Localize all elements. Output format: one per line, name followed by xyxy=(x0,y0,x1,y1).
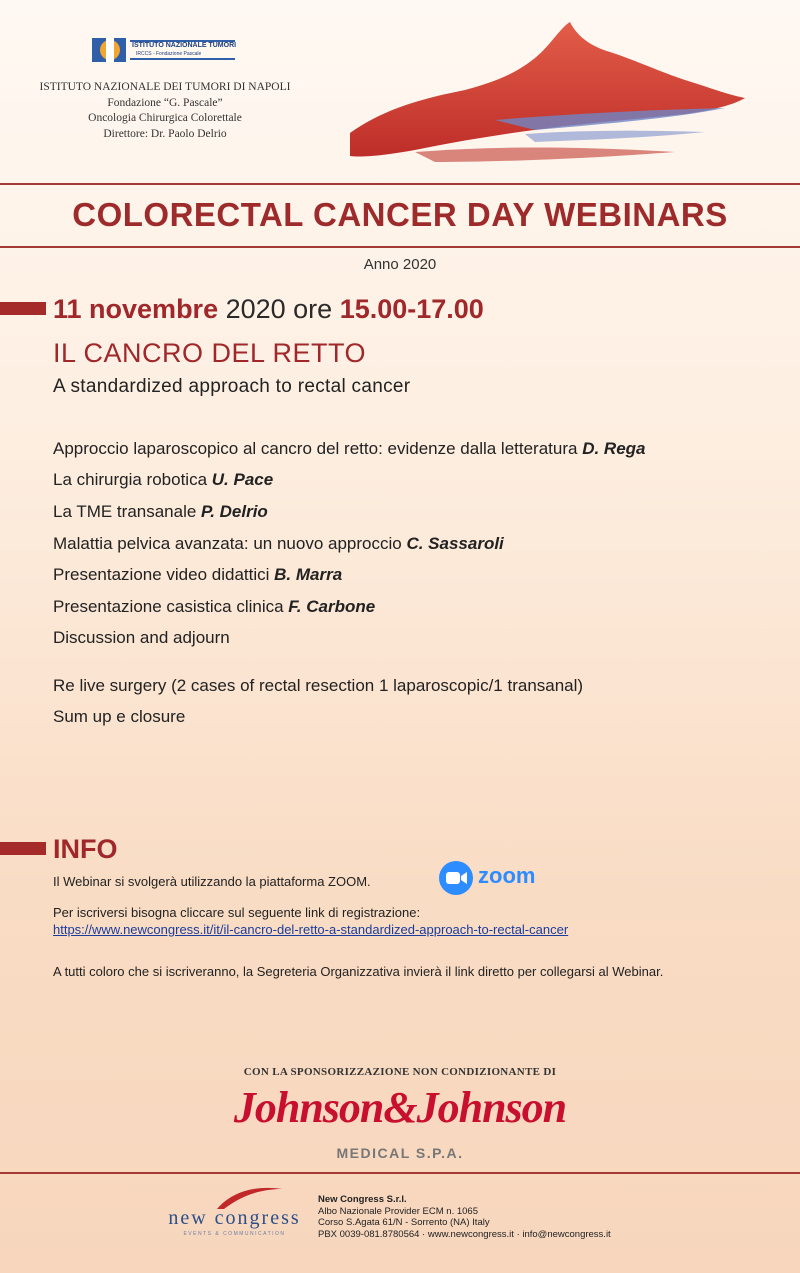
program-speaker: B. Marra xyxy=(274,565,343,584)
brush-stroke-illustration xyxy=(345,18,755,168)
notice-text: A tutti coloro che si iscriveranno, la Segreteria Organizzativa invierà il link diretto per collegarsi al Webinar. xyxy=(53,964,664,979)
footer-line: Albo Nazionale Provider ECM n. 1065 xyxy=(318,1205,479,1217)
program-item xyxy=(53,597,375,617)
new-congress-tag: EVENTS & COMMUNICATION xyxy=(183,1231,286,1237)
new-congress-logo xyxy=(162,1183,307,1239)
institute-line: ISTITUTO NAZIONALE DEI TUMORI DI NAPOLI xyxy=(39,81,291,93)
program-speaker: U. Pace xyxy=(211,470,274,489)
program-item xyxy=(53,707,185,727)
event-subject: IL CANCRO DEL RETTO xyxy=(53,338,367,368)
register-text: Per iscriversi bisogna cliccare sul seguente link di registrazione: xyxy=(53,905,421,920)
program-topic: Presentazione video didattici xyxy=(53,565,275,584)
zoom-label: zoom xyxy=(478,863,536,888)
event-date-day: 11 novembre xyxy=(53,294,219,324)
page-title: COLORECTAL CANCER DAY WEBINARS xyxy=(72,196,728,233)
new-congress-name: new congress xyxy=(168,1207,301,1229)
program-item xyxy=(53,534,504,554)
footer-contact xyxy=(318,1194,611,1240)
footer-line: Corso S.Agata 61/N - Sorrento (NA) Italy xyxy=(318,1217,490,1228)
sponsor-brand-logo: Johnson&Johnson xyxy=(233,1083,567,1132)
program-topic: La chirurgia robotica xyxy=(53,470,212,489)
accent-bar xyxy=(0,842,46,855)
program-topic: Malattia pelvica avanzata: un nuovo approccio xyxy=(53,534,407,553)
program-item xyxy=(53,470,273,490)
divider xyxy=(0,1172,800,1174)
event-date-year: 2020 ore xyxy=(218,294,340,324)
program-speaker: D. Rega xyxy=(582,439,646,458)
platform-text: Il Webinar si svolgerà utilizzando la piattaforma ZOOM. xyxy=(53,874,371,889)
sponsor-brand-sub: MEDICAL S.P.A. xyxy=(336,1145,464,1161)
program-topic: Re live surgery (2 cases of rectal resection 1 laparoscopic/1 transanal) xyxy=(53,676,584,695)
program-item xyxy=(53,565,342,585)
program-speaker: F. Carbone xyxy=(288,597,376,616)
program-item xyxy=(53,628,230,648)
accent-bar xyxy=(0,302,46,315)
program-speaker: C. Sassaroli xyxy=(406,534,504,553)
program-item xyxy=(53,439,646,459)
sponsor-line: CON LA SPONSORIZZAZIONE NON CONDIZIONANTE DI xyxy=(243,1066,557,1078)
program-item xyxy=(53,502,268,522)
logo-text: ISTITUTO NAZIONALE TUMORI xyxy=(132,42,237,49)
zoom-logo xyxy=(438,860,548,896)
institute-logo xyxy=(92,36,237,64)
institute-line: Direttore: Dr. Paolo Delrio xyxy=(103,127,227,140)
program-topic: Discussion and adjourn xyxy=(53,628,230,647)
logo-subtext: IRCCS - Fondazione Pascale xyxy=(136,51,202,57)
divider xyxy=(0,246,800,248)
program-topic: La TME transanale xyxy=(53,502,202,521)
zoom-icon xyxy=(438,860,474,896)
institute-line: Fondazione “G. Pascale” xyxy=(107,96,223,109)
footer-company: New Congress S.r.l. xyxy=(318,1194,407,1205)
registration-link[interactable]: https://www.newcongress.it/it/il-cancro-del-retto-a-standardized-approach-to-rectal-cancer xyxy=(53,922,569,937)
program-item xyxy=(53,676,583,696)
event-subtitle: A standardized approach to rectal cancer xyxy=(53,376,411,397)
footer-line: PBX 0039-081.8780564 · www.newcongress.it · info@newcongress.it xyxy=(318,1228,611,1240)
program-speaker: P. Delrio xyxy=(201,502,268,521)
program-topic: Sum up e closure xyxy=(53,707,186,726)
event-date xyxy=(53,294,484,325)
institute-line: Oncologia Chirurgica Colorettale xyxy=(88,112,242,124)
institute-info xyxy=(30,80,300,142)
program-topic: Approccio laparoscopico al cancro del retto: evidenze dalla letteratura xyxy=(53,439,583,458)
year-label: Anno 2020 xyxy=(363,256,437,273)
info-title: INFO xyxy=(53,834,118,864)
program-topic: Presentazione casistica clinica xyxy=(53,597,289,616)
divider xyxy=(0,183,800,185)
event-time: 15.00-17.00 xyxy=(339,294,484,324)
